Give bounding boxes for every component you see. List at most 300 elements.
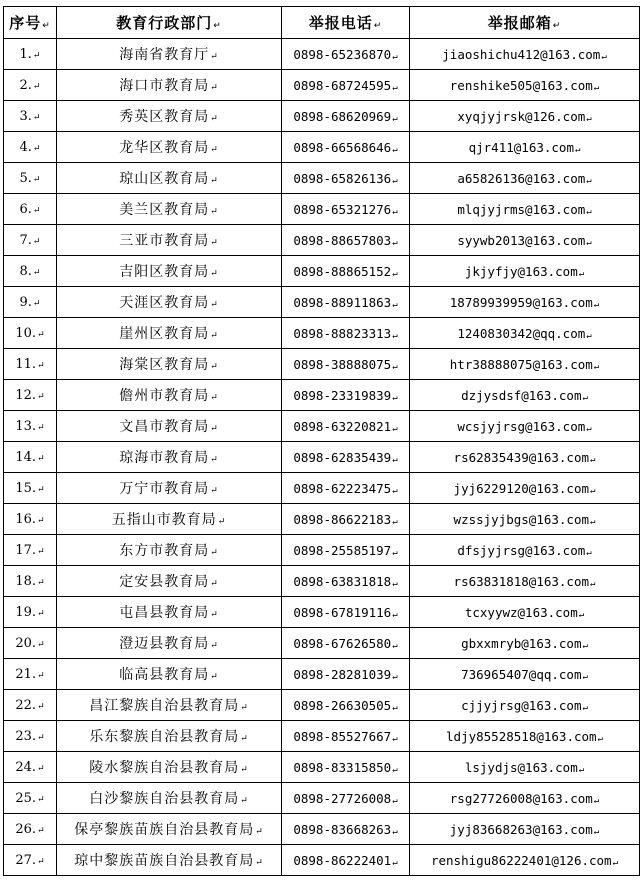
cell-end-mark: ↵ — [32, 112, 41, 123]
cell-no-text: 14. — [15, 449, 37, 465]
table-row — [4, 690, 640, 721]
cell-end-mark: ↵ — [210, 672, 219, 682]
cell-tel-text: 0898-86222401 — [293, 852, 392, 868]
cell-dept — [57, 132, 282, 163]
cell-end-mark: ↵ — [590, 454, 596, 465]
cell-no — [4, 411, 57, 442]
cell-end-mark: ↵ — [586, 330, 592, 341]
cell-end-mark: ↵ — [210, 393, 219, 403]
cell-dept — [57, 504, 282, 535]
cell-tel — [282, 659, 410, 690]
cell-no-text: 7. — [19, 232, 32, 248]
cell-tel — [282, 39, 410, 70]
cell-mail — [410, 597, 640, 628]
cell-dept-text: 海南省教育厅 — [119, 47, 210, 63]
table-row — [4, 225, 640, 256]
cell-dept-text: 昌江黎族自治县教育局 — [89, 698, 240, 714]
table-row — [4, 349, 640, 380]
cell-tel — [282, 287, 410, 318]
header-cell-tel: 举报电话↵ — [282, 7, 410, 39]
cell-dept — [57, 690, 282, 721]
cell-end-mark: ↵ — [392, 113, 398, 124]
cell-end-mark: ↵ — [240, 765, 249, 775]
cell-end-mark: ↵ — [582, 640, 588, 651]
cell-end-mark: ↵ — [32, 174, 41, 185]
cell-no — [4, 628, 57, 659]
cell-end-mark: ↵ — [210, 579, 219, 589]
cell-mail-text: xyqjyjrsk@126.com — [457, 108, 586, 124]
cell-tel-text: 0898-65236870 — [293, 46, 392, 62]
cell-end-mark: ↵ — [210, 114, 219, 124]
table-row — [4, 628, 640, 659]
cell-no-text: 16. — [15, 511, 37, 527]
cell-mail — [410, 535, 640, 566]
cell-tel-text: 0898-63220821 — [293, 418, 392, 434]
cell-dept-text: 龙华区教育局 — [119, 140, 210, 156]
cell-no-text: 12. — [15, 387, 37, 403]
cell-end-mark: ↵ — [392, 175, 398, 186]
cell-no-text: 17. — [15, 542, 37, 558]
cell-no — [4, 318, 57, 349]
cell-dept-text: 保亭黎族苗族自治县教育局 — [74, 822, 255, 838]
cell-end-mark: ↵ — [210, 424, 219, 434]
cell-no — [4, 380, 57, 411]
table-row — [4, 70, 640, 101]
cell-end-mark: ↵ — [586, 113, 592, 124]
cell-dept-text: 吉阳区教育局 — [119, 264, 210, 280]
cell-end-mark: ↵ — [32, 236, 41, 247]
cell-end-mark: ↵ — [586, 237, 592, 248]
cell-mail — [410, 256, 640, 287]
cell-end-mark: ↵ — [210, 207, 219, 217]
cell-end-mark: ↵ — [392, 547, 398, 558]
table-row — [4, 566, 640, 597]
cell-dept — [57, 814, 282, 845]
cell-dept-text: 屯昌县教育局 — [119, 605, 210, 621]
cell-no — [4, 752, 57, 783]
cell-end-mark: ↵ — [37, 856, 45, 867]
cell-dept-text: 崖州区教育局 — [119, 326, 210, 342]
cell-end-mark: ↵ — [210, 300, 219, 310]
table-row — [4, 659, 640, 690]
cell-end-mark: ↵ — [593, 795, 600, 806]
cell-mail-text: wcsjyjrsg@163.com — [457, 418, 586, 434]
cell-end-mark: ↵ — [240, 734, 249, 744]
cell-end-mark: ↵ — [582, 392, 588, 403]
cell-tel — [282, 132, 410, 163]
cell-mail — [410, 659, 640, 690]
cell-mail-text: rs63831818@163.com — [453, 573, 590, 589]
cell-no-text: 27. — [15, 852, 37, 868]
cell-no-text: 22. — [15, 697, 37, 713]
cell-no — [4, 39, 57, 70]
cell-dept — [57, 473, 282, 504]
cell-no — [4, 845, 57, 876]
cell-no — [4, 349, 57, 380]
cell-no-text: 9. — [19, 294, 32, 310]
cell-dept-text: 三亚市教育局 — [119, 233, 210, 249]
cell-dept-text: 陵水黎族自治县教育局 — [89, 760, 240, 776]
cell-dept — [57, 39, 282, 70]
cell-dept — [57, 783, 282, 814]
cell-no — [4, 783, 57, 814]
table-row — [4, 814, 640, 845]
cell-end-mark: ↵ — [392, 671, 398, 682]
cell-no — [4, 535, 57, 566]
cell-end-mark: ↵ — [37, 329, 45, 340]
cell-tel-text: 0898-85527667 — [293, 728, 392, 744]
cell-dept — [57, 411, 282, 442]
cell-end-mark: ↵ — [37, 453, 45, 464]
cell-mail — [410, 473, 640, 504]
table-row — [4, 783, 640, 814]
cell-mail — [410, 752, 640, 783]
cell-tel-text: 0898-38888075 — [293, 356, 392, 372]
cell-end-mark: ↵ — [392, 206, 398, 217]
cell-tel-text: 0898-65826136 — [293, 170, 392, 186]
cell-no — [4, 473, 57, 504]
table-row — [4, 256, 640, 287]
cell-tel — [282, 318, 410, 349]
cell-no-text: 23. — [15, 728, 37, 744]
cell-end-mark: ↵ — [37, 670, 45, 681]
table-row — [4, 535, 640, 566]
cell-tel-text: 0898-62835439 — [293, 449, 392, 465]
cell-mail — [410, 163, 640, 194]
cell-tel — [282, 690, 410, 721]
cell-dept — [57, 318, 282, 349]
cell-mail — [410, 504, 640, 535]
cell-dept — [57, 70, 282, 101]
cell-end-mark: ↵ — [392, 268, 398, 279]
cell-tel-text: 0898-27726008 — [293, 790, 392, 806]
cell-mail — [410, 39, 640, 70]
cell-no — [4, 70, 57, 101]
cell-mail — [410, 690, 640, 721]
cell-mail-text: mlqjyjrms@163.com — [457, 201, 586, 217]
cell-end-mark: ↵ — [32, 267, 41, 278]
cell-dept-text: 海棠区教育局 — [119, 357, 210, 373]
cell-mail-text: a65826136@163.com — [457, 170, 586, 186]
header-cell-mail: 举报邮箱↵ — [410, 7, 640, 39]
cell-end-mark: ↵ — [590, 578, 596, 589]
cell-end-mark: ↵ — [578, 609, 585, 620]
cell-no-text: 11. — [15, 356, 37, 372]
cell-end-mark: ↵ — [392, 237, 398, 248]
cell-end-mark: ↵ — [37, 422, 45, 433]
cell-end-mark: ↵ — [37, 701, 45, 712]
table-row — [4, 318, 640, 349]
cell-no — [4, 814, 57, 845]
table-row — [4, 442, 640, 473]
cell-no — [4, 256, 57, 287]
cell-mail-text: htr38888075@163.com — [449, 356, 593, 372]
cell-no — [4, 721, 57, 752]
cell-end-mark: ↵ — [32, 205, 41, 216]
cell-dept — [57, 566, 282, 597]
cell-no — [4, 225, 57, 256]
cell-tel — [282, 411, 410, 442]
cell-tel-text: 0898-68724595 — [293, 77, 392, 93]
cell-tel — [282, 225, 410, 256]
cell-dept — [57, 163, 282, 194]
cell-tel — [282, 473, 410, 504]
cell-end-mark: ↵ — [37, 608, 45, 619]
cell-end-mark: ↵ — [586, 175, 592, 186]
cell-end-mark: ↵ — [574, 144, 581, 155]
cell-end-mark: ↵ — [210, 52, 219, 62]
cell-end-mark: ↵ — [210, 238, 219, 248]
cell-end-mark: ↵ — [32, 298, 41, 309]
cell-dept — [57, 752, 282, 783]
cell-end-mark: ↵ — [578, 764, 585, 775]
cell-no — [4, 504, 57, 535]
cell-dept — [57, 380, 282, 411]
cell-end-mark: ↵ — [392, 330, 398, 341]
cell-no — [4, 690, 57, 721]
cell-no-text: 4. — [19, 139, 32, 155]
cell-mail-text: 736965407@qq.com — [461, 666, 582, 682]
cell-tel-text: 0898-65321276 — [293, 201, 392, 217]
cell-tel — [282, 194, 410, 225]
cell-tel-text: 0898-26630505 — [293, 697, 392, 713]
cell-end-mark: ↵ — [586, 423, 592, 434]
cell-end-mark: ↵ — [392, 516, 398, 527]
cell-dept — [57, 597, 282, 628]
cell-no-text: 3. — [19, 108, 32, 124]
cell-tel-text: 0898-68620969 — [293, 108, 392, 124]
cell-dept — [57, 628, 282, 659]
cell-tel — [282, 163, 410, 194]
cell-dept-text: 文昌市教育局 — [119, 419, 210, 435]
cell-dept-text: 万宁市教育局 — [119, 481, 210, 497]
cell-tel-text: 0898-88865152 — [293, 263, 392, 279]
cell-dept — [57, 256, 282, 287]
cell-end-mark: ↵ — [552, 21, 562, 31]
cell-mail — [410, 70, 640, 101]
cell-end-mark: ↵ — [37, 515, 45, 526]
cell-mail — [410, 349, 640, 380]
cell-end-mark: ↵ — [210, 83, 219, 93]
cell-end-mark: ↵ — [582, 702, 588, 713]
cell-mail — [410, 225, 640, 256]
cell-dept-text: 儋州市教育局 — [119, 388, 210, 404]
cell-tel — [282, 814, 410, 845]
report-contact-table — [3, 6, 640, 876]
cell-end-mark: ↵ — [210, 331, 219, 341]
cell-tel — [282, 566, 410, 597]
table-row — [4, 101, 640, 132]
table-row — [4, 194, 640, 225]
cell-end-mark: ↵ — [255, 827, 264, 837]
cell-end-mark: ↵ — [37, 825, 45, 836]
table-row — [4, 287, 640, 318]
table-row — [4, 473, 640, 504]
cell-dept — [57, 101, 282, 132]
cell-dept-text: 五指山市教育局 — [111, 512, 217, 528]
cell-dept-text: 琼中黎族苗族自治县教育局 — [74, 853, 255, 869]
cell-tel — [282, 380, 410, 411]
cell-no — [4, 287, 57, 318]
cell-end-mark: ↵ — [392, 51, 398, 62]
table-row — [4, 39, 640, 70]
cell-mail-text: 18789939959@163.com — [449, 294, 593, 310]
cell-mail-text: jkjyfjy@163.com — [464, 263, 578, 279]
header-cell-no: 序号↵ — [4, 7, 57, 39]
cell-no-text: 20. — [15, 635, 37, 651]
cell-mail-text: qjr411@163.com — [468, 139, 574, 155]
cell-end-mark: ↵ — [593, 82, 600, 93]
cell-mail-text: ldjy85528518@163.com — [446, 728, 597, 744]
cell-tel-text: 0898-83315850 — [293, 759, 392, 775]
cell-no — [4, 597, 57, 628]
cell-no-text: 5. — [19, 170, 32, 186]
cell-mail — [410, 380, 640, 411]
cell-mail-text: jyj83668263@163.com — [449, 821, 593, 837]
cell-end-mark: ↵ — [392, 82, 398, 93]
cell-tel — [282, 628, 410, 659]
cell-end-mark: ↵ — [37, 763, 45, 774]
cell-mail — [410, 318, 640, 349]
cell-dept — [57, 535, 282, 566]
cell-mail-text: jyj6229120@163.com — [453, 480, 590, 496]
cell-tel-text: 0898-86622183 — [293, 511, 392, 527]
cell-end-mark: ↵ — [37, 391, 45, 402]
cell-no — [4, 163, 57, 194]
cell-end-mark: ↵ — [392, 733, 398, 744]
table-header-row — [4, 7, 640, 39]
cell-no-text: 19. — [15, 604, 37, 620]
cell-end-mark: ↵ — [593, 826, 600, 837]
cell-mail-text: rs62835439@163.com — [453, 449, 590, 465]
table-body — [4, 39, 640, 876]
cell-end-mark: ↵ — [32, 143, 41, 154]
cell-tel — [282, 721, 410, 752]
cell-end-mark: ↵ — [37, 546, 45, 557]
cell-tel — [282, 349, 410, 380]
table-row — [4, 504, 640, 535]
cell-end-mark: ↵ — [586, 206, 592, 217]
cell-tel — [282, 442, 410, 473]
cell-end-mark: ↵ — [612, 857, 619, 868]
cell-mail-text: tcxyywz@163.com — [464, 604, 578, 620]
cell-no — [4, 132, 57, 163]
cell-no-text: 21. — [15, 666, 37, 682]
cell-end-mark: ↵ — [392, 392, 398, 403]
cell-dept — [57, 442, 282, 473]
cell-end-mark: ↵ — [578, 268, 585, 279]
cell-end-mark: ↵ — [392, 826, 398, 837]
cell-tel — [282, 70, 410, 101]
cell-end-mark: ↵ — [392, 144, 398, 155]
cell-mail — [410, 132, 640, 163]
cell-end-mark: ↵ — [392, 609, 398, 620]
cell-end-mark: ↵ — [392, 485, 398, 496]
cell-tel-text: 0898-88657803 — [293, 232, 392, 248]
cell-tel — [282, 256, 410, 287]
cell-dept-text: 天涯区教育局 — [119, 295, 210, 311]
cell-no-text: 10. — [15, 325, 37, 341]
cell-tel-text: 0898-83668263 — [293, 821, 392, 837]
cell-tel — [282, 752, 410, 783]
cell-mail — [410, 721, 640, 752]
cell-tel-text: 0898-88911863 — [293, 294, 392, 310]
cell-tel-text: 0898-28281039 — [293, 666, 392, 682]
cell-no — [4, 194, 57, 225]
table-row — [4, 132, 640, 163]
cell-tel — [282, 101, 410, 132]
cell-end-mark: ↵ — [255, 858, 264, 868]
table-row — [4, 597, 640, 628]
cell-no-text: 13. — [15, 418, 37, 434]
cell-mail-text: renshike505@163.com — [449, 77, 593, 93]
cell-no-text: 2. — [19, 77, 32, 93]
cell-end-mark: ↵ — [593, 299, 600, 310]
cell-mail — [410, 101, 640, 132]
cell-dept — [57, 225, 282, 256]
cell-end-mark: ↵ — [37, 577, 45, 588]
header-cell-dept: 教育行政部门↵ — [57, 7, 282, 39]
cell-mail-text: gbxxmryb@163.com — [461, 635, 582, 651]
cell-dept-text: 海口市教育局 — [119, 78, 210, 94]
cell-dept-text: 乐东黎族自治县教育局 — [89, 729, 240, 745]
cell-end-mark: ↵ — [210, 486, 219, 496]
cell-end-mark: ↵ — [210, 548, 219, 558]
cell-no-text: 24. — [15, 759, 37, 775]
cell-no — [4, 442, 57, 473]
cell-tel — [282, 597, 410, 628]
cell-end-mark: ↵ — [37, 484, 45, 495]
table-row — [4, 845, 640, 876]
cell-end-mark: ↵ — [210, 176, 219, 186]
cell-no-text: 18. — [15, 573, 37, 589]
cell-end-mark: ↵ — [240, 796, 249, 806]
cell-end-mark: ↵ — [392, 857, 398, 868]
cell-dept-text: 东方市教育局 — [119, 543, 210, 559]
cell-end-mark: ↵ — [42, 21, 51, 31]
cell-mail-text: jiaoshichu412@163.com — [442, 46, 601, 62]
cell-end-mark: ↵ — [32, 81, 41, 92]
cell-no-text: 8. — [19, 263, 32, 279]
cell-end-mark: ↵ — [593, 361, 600, 372]
cell-end-mark: ↵ — [392, 578, 398, 589]
cell-dept-text: 琼山区教育局 — [119, 171, 210, 187]
cell-tel-text: 0898-23319839 — [293, 387, 392, 403]
cell-end-mark: ↵ — [37, 360, 45, 371]
cell-tel-text: 0898-25585197 — [293, 542, 392, 558]
cell-mail-text: dfsjyjrsg@163.com — [457, 542, 586, 558]
cell-mail-text: renshigu86222401@126.com — [430, 852, 612, 868]
cell-mail — [410, 566, 640, 597]
cell-tel — [282, 535, 410, 566]
cell-mail-text: lsjydjs@163.com — [464, 759, 578, 775]
cell-end-mark: ↵ — [37, 794, 45, 805]
cell-end-mark: ↵ — [392, 702, 398, 713]
table-row — [4, 380, 640, 411]
cell-end-mark: ↵ — [392, 454, 398, 465]
cell-end-mark: ↵ — [217, 517, 227, 527]
cell-mail-text: rsg27726008@163.com — [449, 790, 593, 806]
cell-dept-text: 美兰区教育局 — [119, 202, 210, 218]
cell-no-text: 25. — [15, 790, 37, 806]
table-row — [4, 411, 640, 442]
cell-end-mark: ↵ — [590, 516, 596, 527]
cell-mail-text: dzjysdsf@163.com — [461, 387, 582, 403]
cell-mail-text: cjjyjrsg@163.com — [461, 697, 582, 713]
cell-end-mark: ↵ — [37, 639, 45, 650]
cell-dept — [57, 721, 282, 752]
cell-mail — [410, 845, 640, 876]
